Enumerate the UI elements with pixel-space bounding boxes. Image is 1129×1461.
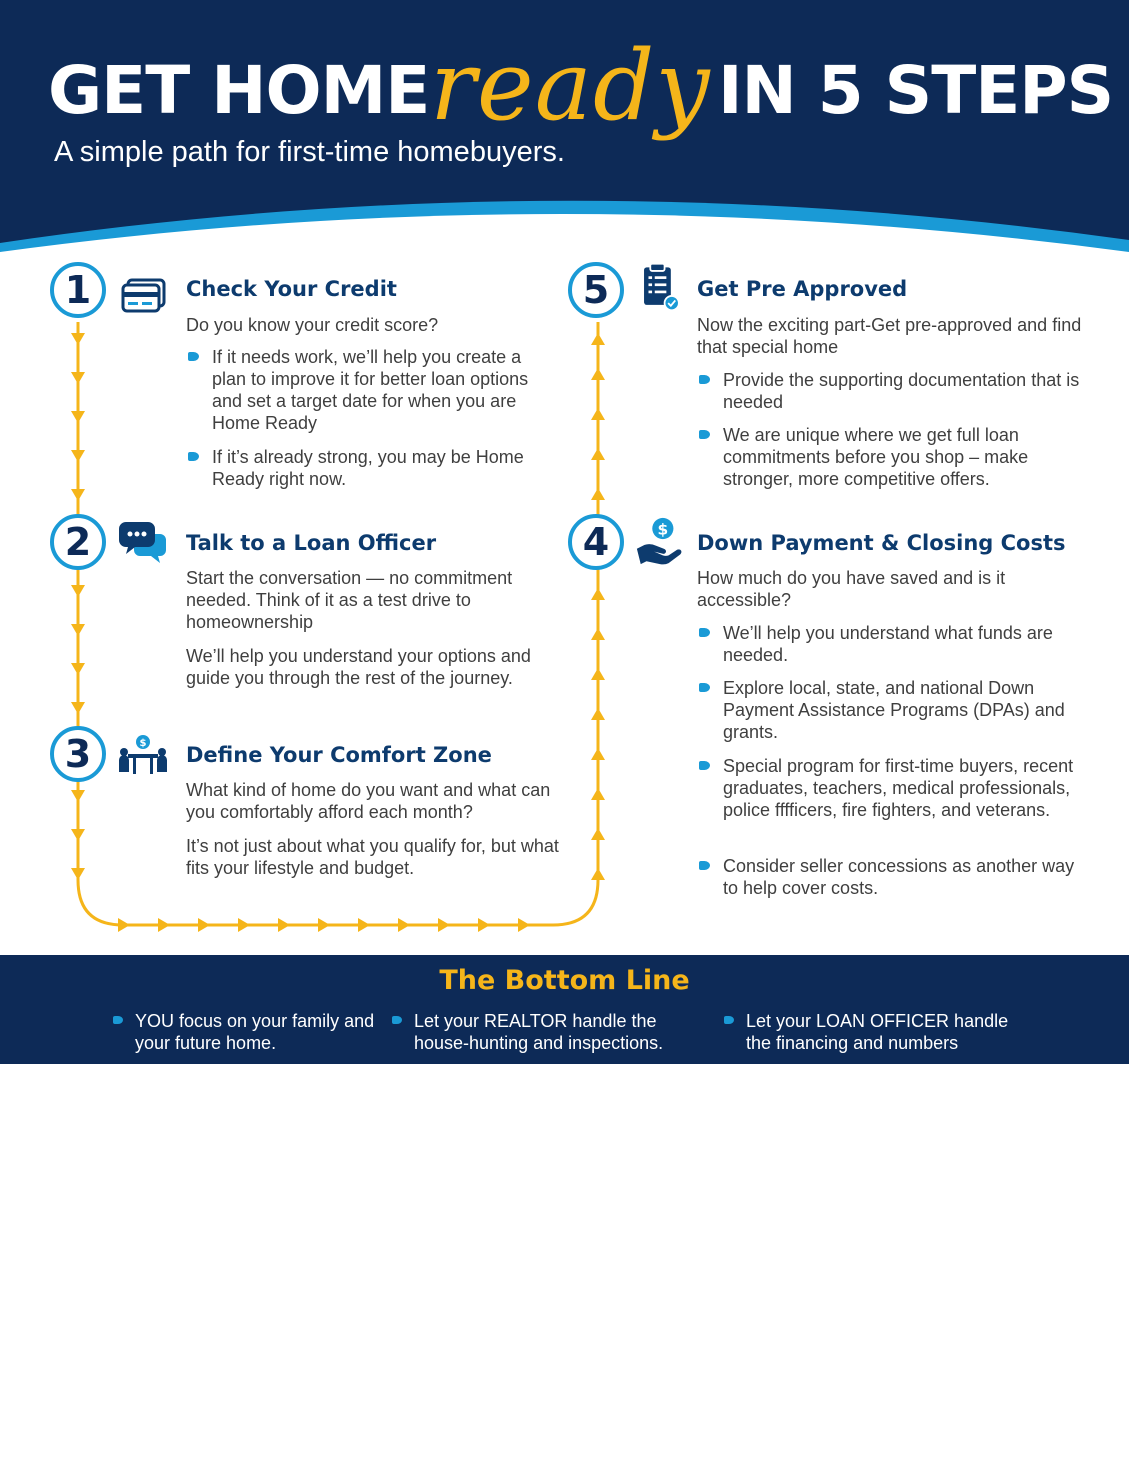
title-script-word: ready xyxy=(430,30,711,142)
step-4-title: Down Payment & Closing Costs xyxy=(697,531,1066,555)
step-3-title: Define Your Comfort Zone xyxy=(186,743,492,767)
header-banner xyxy=(0,0,1129,255)
step-2-number-circle xyxy=(50,514,106,570)
title-left: GET HOME xyxy=(48,52,430,129)
bottom-line-item-2: Let your REALTOR handle the house-hunting and inspections. xyxy=(392,1010,712,1054)
step-5-number-circle xyxy=(568,262,624,318)
step-3-paragraph-1: What kind of home do you want and what can you comfortably afford each month? xyxy=(186,780,551,822)
meeting-table-icon xyxy=(118,732,168,782)
step-1-bullet-2: If it’s already strong, you may be Home Ready right now. xyxy=(186,446,556,490)
step-3-paragraph-2: It’s not just about what you qualify for, but what fits your lifestyle and budget. xyxy=(186,836,559,878)
credit-card-icon xyxy=(120,270,170,320)
step-4-bullet-1: We’ll help you understand what funds are needed. xyxy=(697,622,1092,666)
step-1-number: 1 xyxy=(64,268,92,312)
step-4-bullet-2: Explore local, state, and national Down Payment Assistance Programs (DPAs) and grants. xyxy=(697,677,1092,743)
step-4-bullet-4: Consider seller concessions as another way to help cover costs. xyxy=(697,855,1092,899)
step-1-bullet-1: If it needs work, we’ll help you create a plan to improve it for better loan options and set a target date for when you are Home Ready xyxy=(186,346,556,434)
svg-text:$: $ xyxy=(139,738,147,749)
step-4-number-circle xyxy=(568,514,624,570)
bottom-line-band xyxy=(0,955,1129,1064)
step-1-number-circle xyxy=(50,262,106,318)
title-right: IN 5 STEPS xyxy=(718,52,1114,129)
step-4-intro: How much do you have saved and is it accessible? xyxy=(697,568,1006,610)
bottom-line-item-3: Let your LOAN OFFICER handle the financing and numbers xyxy=(724,1010,1024,1054)
step-2-paragraph-1: Start the conversation — no commitment needed. Think of it as a test drive to homeownership xyxy=(186,568,513,632)
clipboard-check-icon xyxy=(636,262,686,312)
step-5-number: 5 xyxy=(582,268,610,312)
step-5-intro: Now the exciting part-Get pre-approved and find that special home xyxy=(697,315,1082,357)
step-5-bullet-2: We are unique where we get full loan commitments before you shop – make stronger, more competitive offers. xyxy=(697,424,1092,490)
step-3-number: 3 xyxy=(64,732,92,776)
bottom-line-item-1: YOU focus on your family and your future home. xyxy=(113,1010,378,1054)
money-hand-icon xyxy=(634,516,684,566)
step-4-bullet-3: Special program for first-time buyers, recent graduates, teachers, medical professionals, police fffficers, fire fighters, and veterans. xyxy=(697,755,1092,821)
step-1-intro: Do you know your credit score? xyxy=(186,315,439,335)
subtitle: A simple path for first-time homebuyers. xyxy=(54,136,565,168)
step-4-number: 4 xyxy=(582,520,610,564)
step-5-title: Get Pre Approved xyxy=(697,277,908,301)
step-2-title: Talk to a Loan Officer xyxy=(186,531,437,555)
step-3-number-circle xyxy=(50,726,106,782)
step-2-paragraph-2: We’ll help you understand your options and guide you through the rest of the journey. xyxy=(186,646,531,688)
chat-bubbles-icon xyxy=(118,518,168,568)
bottom-line-title: The Bottom Line xyxy=(439,965,690,996)
step-1-title: Check Your Credit xyxy=(186,277,397,301)
step-2-number: 2 xyxy=(64,520,92,564)
step-5-bullet-1: Provide the supporting documentation that is needed xyxy=(697,369,1092,413)
svg-text:$: $ xyxy=(657,520,669,539)
